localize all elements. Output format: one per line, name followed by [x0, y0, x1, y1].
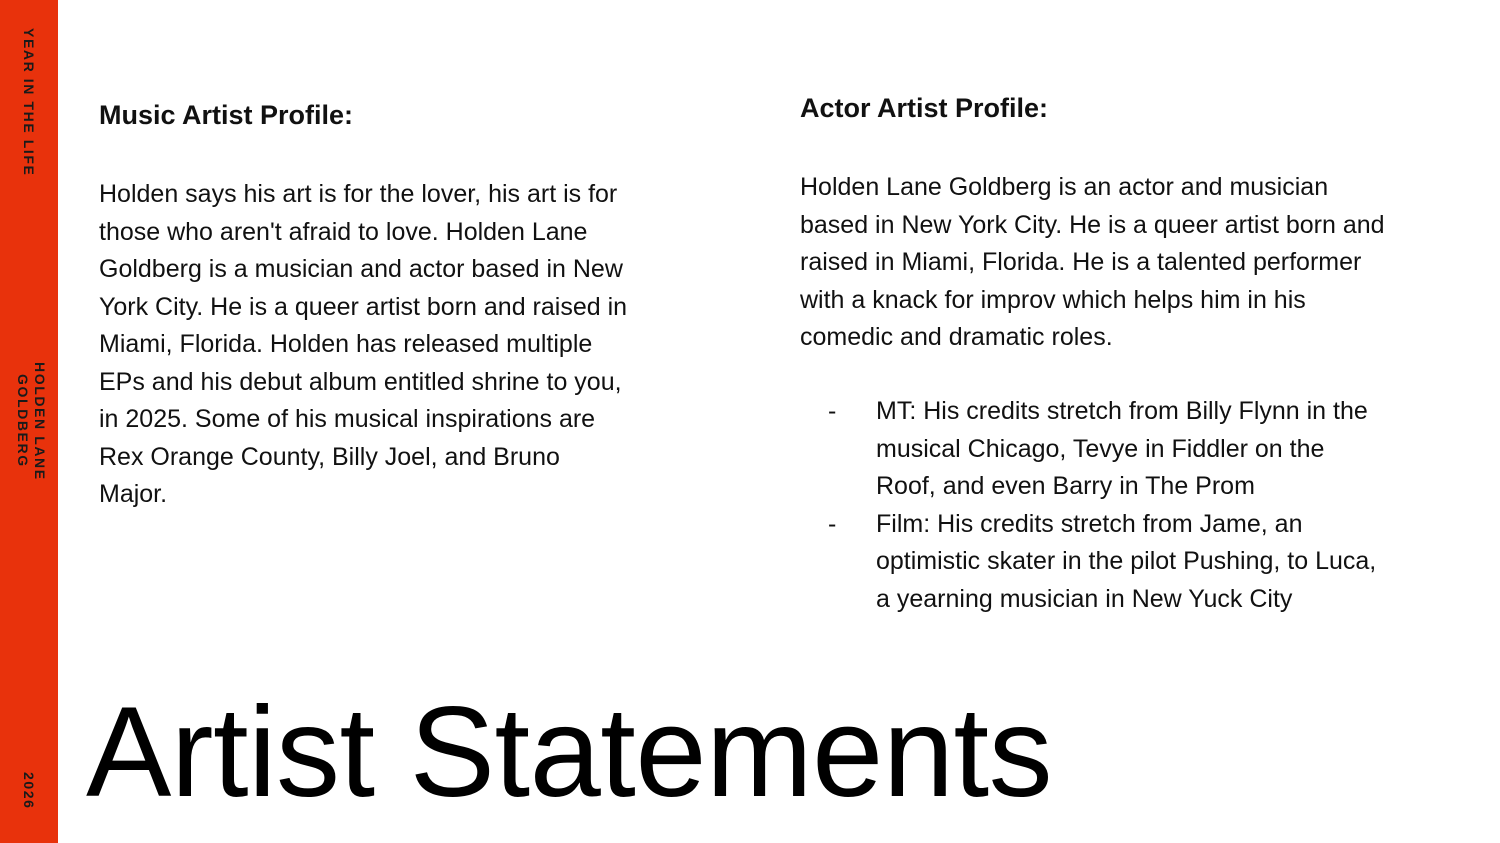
music-profile-body: Holden says his art is for the lover, his art is for those who aren't afraid to love. Holden Lane Goldberg is a musician and actor based in New York City. He is a queer artist born and raised in Miami, Florida. Holden has released multiple EPs and his debut album entitled shrine to you, in 2025. Some of his musical inspirations are Rex Orange County, Billy Joel, and Bruno Major. [99, 180, 628, 508]
music-profile-heading: Music Artist Profile: [99, 100, 354, 130]
sidebar-series-label: YEAR IN THE LIFE [21, 28, 37, 177]
sidebar-year: 2026 [21, 772, 37, 810]
credit-text-mt: MT: His credits stretch from Billy Flynn in the musical Chicago, Tevye in Fiddler on the Roof, and even Barry in The Prom [876, 397, 1368, 500]
credit-dash: - [828, 509, 837, 538]
credit-item-mt [800, 393, 1390, 506]
credit-text-film: Film: His credits stretch from Jame, an optimistic skater in the pilot Pushing, to Luca, a yearning musician in New Yuck City [876, 509, 1377, 613]
actor-credits-list [800, 393, 1390, 618]
actor-profile-body: Holden Lane Goldberg is an actor and musician based in New York City. He is a queer artist born and raised in Miami, Florida. He is a talented performer with a knack for improv which helps him in his comedic and dramatic roles. [800, 173, 1385, 351]
credit-dash: - [828, 397, 837, 425]
actor-profile-heading: Actor Artist Profile: [800, 93, 1049, 123]
credit-item-film [800, 506, 1390, 619]
sidebar-artist-name: HOLDEN LANE GOLDBERG [15, 361, 48, 481]
accent-sidebar [0, 0, 58, 843]
page-title: Artist Statements [86, 681, 1053, 824]
